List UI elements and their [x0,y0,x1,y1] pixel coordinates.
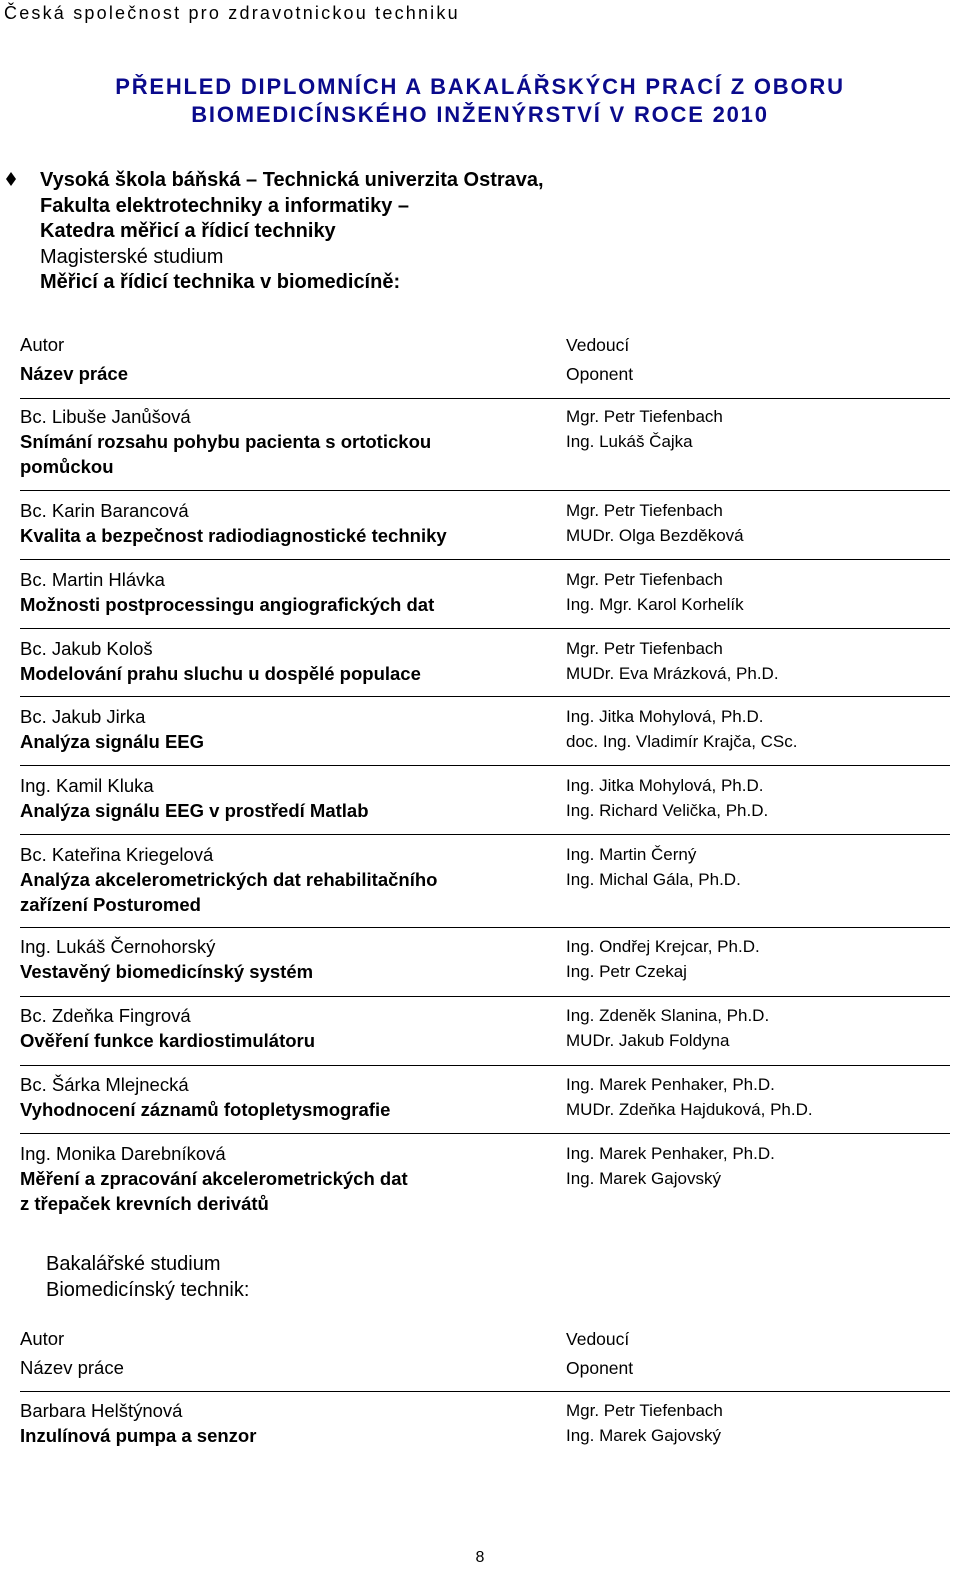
author-name: Ing. Kamil Kluka [20,775,154,796]
table-row [20,560,950,629]
table-row [20,491,950,560]
author-name: Ing. Monika Darebníková [20,1143,226,1164]
thesis-title: Inzulínová pumpa a senzor [20,1425,257,1446]
table-row [20,766,950,835]
supervisor-name: Ing. Zdeněk Slanina, Ph.D. [566,1006,770,1025]
supervisor-name: Ing. Marek Penhaker, Ph.D. [566,1144,775,1163]
thesis-title: Analýza signálu EEG [20,731,205,752]
master-theses-table [20,330,950,1226]
table-header-row [20,1324,950,1392]
opponent-name: MUDr. Olga Bezděková [566,526,744,545]
thesis-title: Vestavěný biomedicínský systém [20,961,314,982]
opponent-name: doc. Ing. Vladimír Krajča, CSc. [566,732,798,751]
opponent-name: Ing. Richard Velička, Ph.D. [566,801,769,820]
table-row [20,1392,950,1460]
opponent-name: Ing. Lukáš Čajka [566,432,693,451]
thesis-title-cont: pomůckou [20,456,114,477]
supervisor-name: Mgr. Petr Tiefenbach [566,407,723,426]
author-name: Bc. Kateřina Kriegelová [20,844,214,865]
column-opponent-label: Oponent [566,363,634,384]
thesis-title: Měření a zpracování akcelerometrických dat [20,1168,408,1189]
table-row [20,629,950,697]
table-row [20,928,950,997]
author-name: Barbara Helštýnová [20,1400,183,1421]
supervisor-name: Mgr. Petr Tiefenbach [566,1401,723,1420]
page-title-line-1: PŘEHLED DIPLOMNÍCH A BAKALÁŘSKÝCH PRACÍ Z OBORU [115,74,845,99]
table-row [20,399,950,491]
opponent-name: Ing. Marek Gajovský [566,1426,721,1445]
table-row [20,1134,950,1226]
society-header: Česká společnost pro zdravotnickou techniku [4,3,460,23]
author-name: Bc. Zdeňka Fingrová [20,1005,191,1026]
column-supervisor-label: Vedoucí [566,1329,630,1349]
supervisor-name: Ing. Ondřej Krejcar, Ph.D. [566,937,760,956]
thesis-title-cont: z třepaček krevních derivátů [20,1193,269,1214]
supervisor-name: Mgr. Petr Tiefenbach [566,639,723,658]
column-author-label: Autor [20,334,65,355]
supervisor-name: Mgr. Petr Tiefenbach [566,501,723,520]
diamond-bullet-icon [6,172,16,186]
thesis-title: Snímání rozsahu pohybu pacienta s ortotickou [20,431,432,452]
author-name: Bc. Karin Barancová [20,500,189,521]
supervisor-name: Mgr. Petr Tiefenbach [566,570,723,589]
school-info [40,168,544,296]
school-name: Vysoká škola báňská – Technická univerzita Ostrava, [40,169,544,191]
thesis-title: Kvalita a bezpečnost radiodiagnostické techniky [20,525,447,546]
table-row [20,697,950,766]
table-row [20,997,950,1066]
thesis-title: Možnosti postprocessingu angiografických dat [20,594,435,615]
thesis-title: Vyhodnocení záznamů fotopletysmografie [20,1099,391,1120]
bachelor-study-program: Biomedicínský technik: [46,1279,250,1301]
page-title [0,73,960,129]
opponent-name: MUDr. Zdeňka Hajduková, Ph.D. [566,1100,813,1119]
author-name: Bc. Libuše Janůšová [20,406,191,427]
thesis-title: Analýza signálu EEG v prostředí Matlab [20,800,369,821]
column-supervisor-label: Vedoucí [566,335,630,355]
department-name: Katedra měřicí a řídicí techniky [40,220,336,242]
thesis-title: Ověření funkce kardiostimulátoru [20,1030,316,1051]
page-number: 8 [475,1549,485,1566]
table-row [20,835,950,928]
author-name: Bc. Šárka Mlejnecká [20,1074,189,1095]
author-name: Ing. Lukáš Černohorský [20,936,216,957]
supervisor-name: Ing. Marek Penhaker, Ph.D. [566,1075,775,1094]
opponent-name: Ing. Marek Gajovský [566,1169,721,1188]
bachelor-theses-table [20,1324,950,1460]
opponent-name: Ing. Mgr. Karol Korhelík [566,595,744,614]
column-author-label: Autor [20,1328,65,1349]
opponent-name: MUDr. Jakub Foldyna [566,1031,730,1050]
supervisor-name: Ing. Jitka Mohylová, Ph.D. [566,707,764,726]
study-level: Magisterské studium [40,245,224,268]
opponent-name: Ing. Petr Czekaj [566,962,687,981]
opponent-name: Ing. Michal Gála, Ph.D. [566,870,741,889]
author-name: Bc. Jakub Kološ [20,638,153,659]
faculty-name: Fakulta elektrotechniky a informatiky – [40,194,410,217]
bachelor-study-level: Bakalářské studium [46,1253,221,1275]
thesis-title: Analýza akcelerometrických dat rehabilitačního [20,869,438,890]
author-name: Bc. Jakub Jirka [20,706,146,727]
thesis-title: Modelování prahu sluchu u dospělé populace [20,663,421,684]
page-title-line-2: BIOMEDICÍNSKÉHO INŽENÝRSTVÍ V ROCE 2010 [191,102,769,127]
column-title-label: Název práce [20,362,128,384]
table-header-row [20,330,950,399]
opponent-name: MUDr. Eva Mrázková, Ph.D. [566,664,779,683]
thesis-title-cont: zařízení Posturomed [20,894,201,915]
bachelor-heading [46,1251,249,1303]
supervisor-name: Ing. Martin Černý [566,845,697,864]
author-name: Bc. Martin Hlávka [20,569,165,590]
supervisor-name: Ing. Jitka Mohylová, Ph.D. [566,776,764,795]
study-program: Měřicí a řídicí technika v biomedicíně: [40,271,401,293]
column-title-label: Název práce [20,1356,124,1378]
column-opponent-label: Oponent [566,1357,634,1378]
table-row [20,1066,950,1134]
